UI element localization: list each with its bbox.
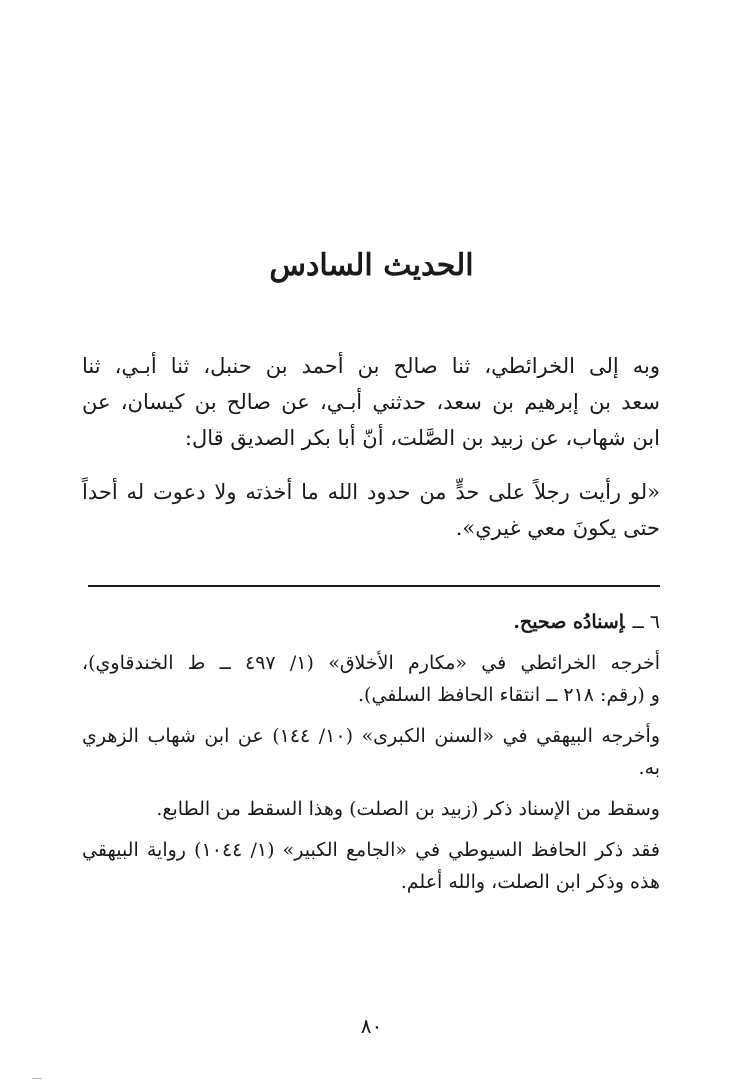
isnad-paragraph bbox=[82, 348, 660, 456]
scan-mark bbox=[32, 1078, 42, 1079]
hadith-title: الحديث السادس bbox=[269, 248, 474, 283]
text-line: وسقط من الإسناد ذكر (زبيد بن الصلت) وهذا السقط من الطابع. bbox=[156, 798, 660, 820]
footnote-paragraph bbox=[82, 793, 660, 825]
text-line: به. bbox=[638, 757, 660, 779]
footnote-divider bbox=[88, 585, 660, 587]
text-line: أخرجه الخرائطي في «مكارم الأخلاق» (١/ ٤٩٧ ــ ط الخندقاوي)، bbox=[82, 652, 660, 674]
text-line: وبه إلى الخرائطي، ثنا صالح بن أحمد بن حنبل، ثنا أبـي، ثنا bbox=[82, 354, 660, 378]
text-line: وأخرجه البيهقي في «السنن الكبرى» (١٠/ ١٤٤) عن ابن شهاب الزهري bbox=[82, 725, 660, 747]
text-line: هذه وذكر ابن الصلت، والله أعلم. bbox=[400, 871, 660, 893]
text-line: سعد بن إبرهيم بن سعد، حدثني أبـي، عن صالح بن كيسان، عن bbox=[82, 390, 660, 414]
footnotes bbox=[82, 606, 660, 907]
footnote-heading bbox=[82, 606, 660, 638]
page-number: ٨٠ bbox=[360, 1014, 383, 1038]
text-line: «لو رأيت رجلاً على حدٍّ من حدود الله ما أخذته ولا دعوت له أحداً bbox=[82, 480, 660, 504]
text-line: فقد ذكر الحافظ السيوطي في «الجامع الكبير» (١/ ١٠٤٤) رواية البيهقي bbox=[82, 839, 660, 861]
footnote-paragraph bbox=[82, 834, 660, 898]
footnote-grade: إسنادُه صحيح. bbox=[513, 611, 625, 633]
text-line: حتى يكونَ معي غيري». bbox=[455, 516, 660, 540]
footnote-number: ٦ ــ bbox=[632, 611, 660, 633]
hadith-text bbox=[82, 348, 660, 546]
footnote-paragraph bbox=[82, 647, 660, 711]
footnote-paragraph bbox=[82, 720, 660, 784]
text-line: ابن شهاب، عن زبيد بن الصَّلت، أنّ أبا بكر الصديق قال: bbox=[184, 426, 660, 450]
text-line: و (رقم: ٢١٨ ــ انتقاء الحافظ السلفي). bbox=[358, 684, 660, 706]
matn-paragraph bbox=[82, 474, 660, 546]
